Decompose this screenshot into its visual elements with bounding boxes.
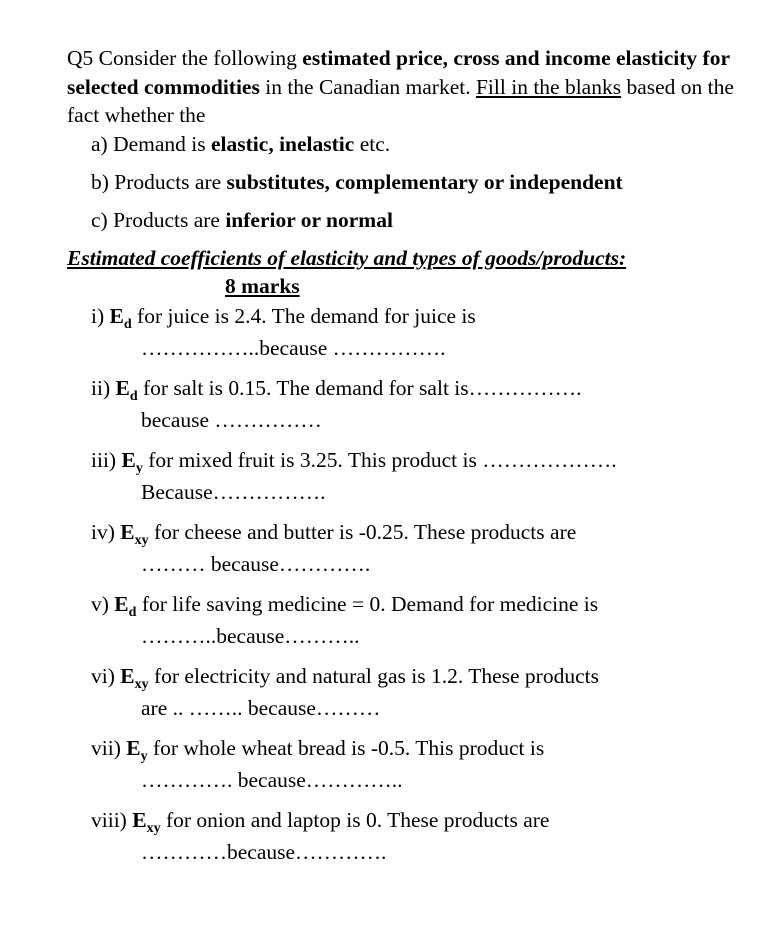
intro-text-1: Consider the following bbox=[93, 46, 303, 70]
option-a-prefix: a) Demand is bbox=[91, 131, 212, 156]
question-line bbox=[91, 660, 747, 692]
question-num: ii) bbox=[91, 375, 116, 400]
question-num: i) bbox=[91, 303, 110, 328]
question-line bbox=[91, 444, 747, 476]
elasticity-subscript: xy bbox=[146, 820, 161, 836]
question-item bbox=[91, 732, 747, 796]
option-b-bold: substitutes, complementary or independent bbox=[226, 169, 623, 194]
elasticity-subscript: d bbox=[129, 388, 138, 404]
answer-blank-line: ………..because……….. bbox=[141, 623, 360, 648]
option-a-suffix: etc. bbox=[354, 131, 391, 156]
answer-blank-line: …………because…………. bbox=[141, 839, 387, 864]
elasticity-symbol: E bbox=[132, 807, 147, 832]
question-text: for juice is 2.4. The demand for juice is bbox=[131, 303, 476, 328]
answer-blank-line: are .. …….. because……… bbox=[141, 695, 381, 720]
question-num: vii) bbox=[91, 735, 127, 760]
section-heading-text: Estimated coefficients of elasticity and types of goods/products: bbox=[67, 245, 627, 270]
elasticity-symbol: E bbox=[114, 591, 129, 616]
question-num: iii) bbox=[91, 447, 122, 472]
question-num: viii) bbox=[91, 807, 133, 832]
elasticity-subscript: y bbox=[135, 460, 143, 476]
question-text: for life saving medicine = 0. Demand for medicine is bbox=[136, 591, 599, 616]
question-line bbox=[91, 804, 747, 836]
elasticity-symbol: E bbox=[115, 375, 130, 400]
elasticity-subscript: y bbox=[140, 748, 148, 764]
question-text: for cheese and butter is -0.25. These products are bbox=[148, 519, 577, 544]
intro-underlined-instruction: Fill in the blanks bbox=[475, 74, 622, 99]
question-intro bbox=[67, 44, 747, 130]
question-text: for whole wheat bread is -0.5. This product is bbox=[147, 735, 545, 760]
question-line bbox=[91, 516, 747, 548]
question-item bbox=[91, 804, 747, 868]
question-item bbox=[91, 588, 747, 652]
marks-label: 8 marks bbox=[225, 273, 300, 298]
question-line bbox=[91, 588, 747, 620]
elasticity-subscript: d bbox=[123, 316, 132, 332]
question-number: Q5 bbox=[67, 46, 94, 70]
answer-blank-line: ……… because…………. bbox=[141, 551, 371, 576]
elasticity-symbol: E bbox=[120, 663, 135, 688]
question-line bbox=[91, 300, 747, 332]
option-c-bold: inferior or normal bbox=[225, 207, 393, 232]
question-page bbox=[67, 44, 747, 868]
question-item bbox=[91, 660, 747, 724]
option-c bbox=[91, 206, 747, 234]
elasticity-subscript: d bbox=[128, 604, 137, 620]
elasticity-symbol: E bbox=[120, 519, 135, 544]
elasticity-symbol: E bbox=[109, 303, 124, 328]
section-heading bbox=[67, 244, 747, 300]
question-line bbox=[91, 732, 747, 764]
question-item bbox=[91, 300, 747, 364]
question-list bbox=[67, 300, 747, 868]
question-text: for electricity and natural gas is 1.2. These products bbox=[148, 663, 599, 688]
option-c-prefix: c) Products are bbox=[91, 207, 226, 232]
elasticity-symbol: E bbox=[121, 447, 136, 472]
answer-blank-line: because …………… bbox=[141, 407, 322, 432]
question-text: for salt is 0.15. The demand for salt is……………. bbox=[137, 375, 582, 400]
answer-blank-line: Because……………. bbox=[141, 479, 326, 504]
question-item bbox=[91, 444, 747, 508]
question-item bbox=[91, 372, 747, 436]
option-b bbox=[91, 168, 747, 196]
intro-bold-topic: estimated price, cross and income elasticity for selected commodities bbox=[67, 46, 730, 99]
elasticity-symbol: E bbox=[126, 735, 141, 760]
question-num: v) bbox=[91, 591, 115, 616]
question-num: iv) bbox=[91, 519, 121, 544]
question-text: for onion and laptop is 0. These products are bbox=[160, 807, 550, 832]
option-a-bold: elastic, inelastic bbox=[211, 131, 355, 156]
option-b-prefix: b) Products are bbox=[91, 169, 227, 194]
intro-text-3: based on the fact whether the bbox=[67, 74, 734, 127]
question-item bbox=[91, 516, 747, 580]
option-a bbox=[91, 130, 747, 158]
elasticity-subscript: xy bbox=[134, 532, 149, 548]
question-num: vi) bbox=[91, 663, 121, 688]
intro-text-2: in the Canadian market. bbox=[259, 74, 476, 99]
question-text: for mixed fruit is 3.25. This product is ………………. bbox=[142, 447, 617, 472]
elasticity-subscript: xy bbox=[134, 676, 149, 692]
answer-blank-line: ……………..because ……………. bbox=[141, 335, 446, 360]
question-line bbox=[91, 372, 747, 404]
answer-blank-line: …………. because………….. bbox=[141, 767, 403, 792]
